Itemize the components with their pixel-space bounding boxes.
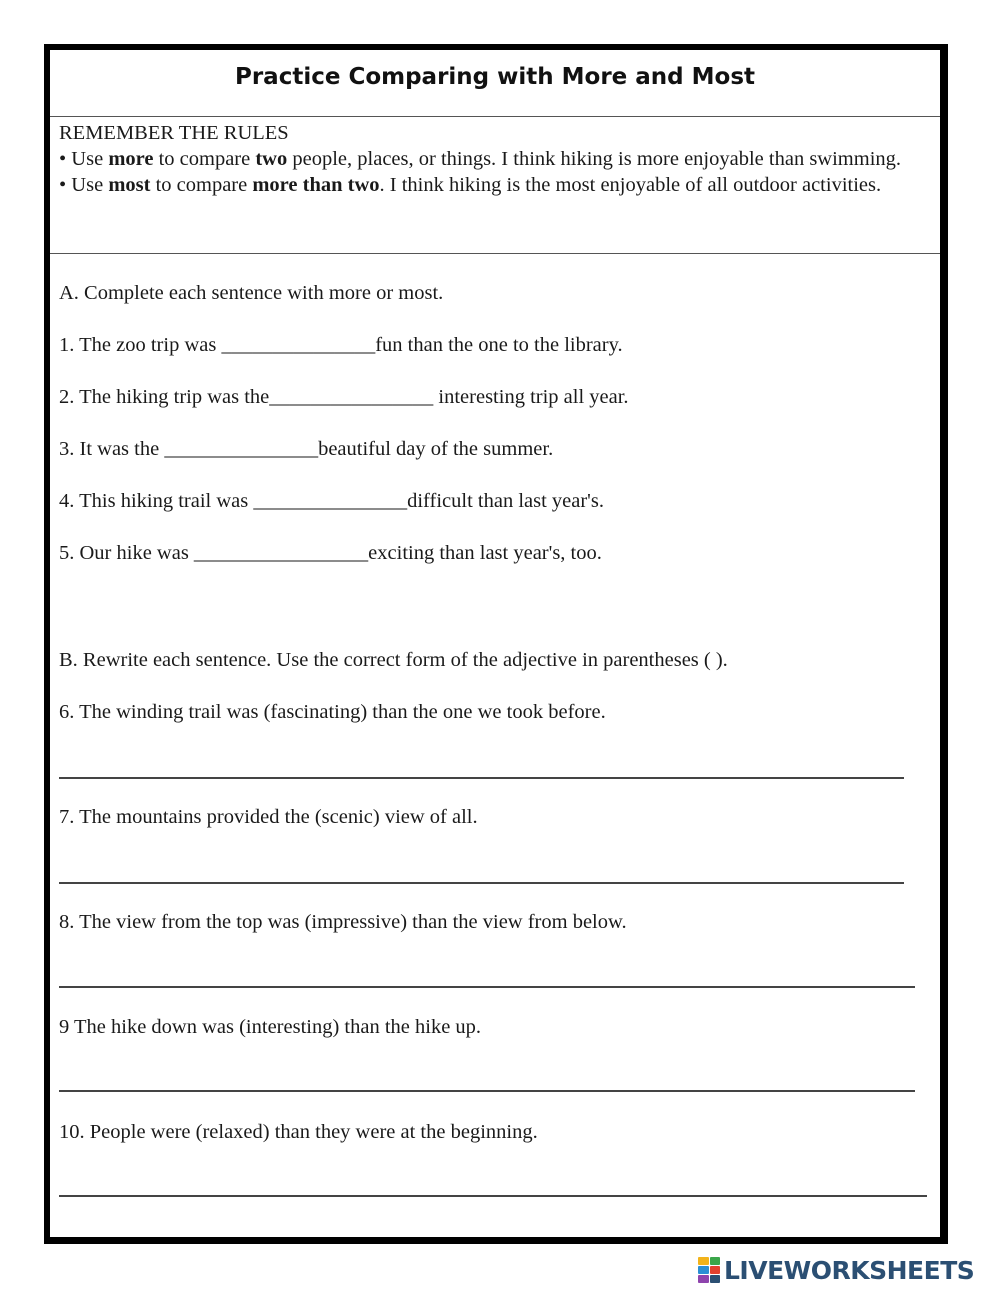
rule-text: to compare: [153, 148, 256, 170]
section-a-instruction: A. Complete each sentence with more or most.: [59, 282, 444, 304]
rules-box: [50, 116, 940, 254]
question-9: 9 The hike down was (interesting) than the hike up.: [59, 1016, 482, 1038]
rule-text: people, places, or things. I think hiking is more enjoyable than swimming.: [287, 148, 902, 170]
question-8: 8. The view from the top was (impressive) than the view from below.: [59, 911, 627, 933]
rule-text: to compare: [150, 174, 253, 196]
question-4[interactable]: 4. This hiking trail was _______________difficult than last year's.: [59, 490, 604, 512]
answer-line-8[interactable]: [59, 986, 915, 988]
rules-heading: REMEMBER THE RULES: [59, 122, 289, 144]
rule-most: [59, 172, 920, 198]
section-b-instruction: B. Rewrite each sentence. Use the correct form of the adjective in parentheses ( ).: [59, 649, 728, 671]
liveworksheets-logo-icon: [698, 1257, 720, 1283]
question-10: 10. People were (relaxed) than they were at the beginning.: [59, 1121, 538, 1143]
answer-line-7[interactable]: [59, 882, 904, 884]
rule-more: [59, 146, 920, 172]
rule-bullet: • Use: [59, 174, 109, 196]
rule-keyword-more-than-two: more than two: [252, 174, 380, 196]
question-5[interactable]: 5. Our hike was _________________exciting than last year's, too.: [59, 542, 602, 564]
question-7: 7. The mountains provided the (scenic) view of all.: [59, 806, 478, 828]
rule-bullet: • Use: [59, 148, 109, 170]
question-1[interactable]: 1. The zoo trip was _______________fun than the one to the library.: [59, 334, 623, 356]
worksheet-title: Practice Comparing with More and Most: [234, 64, 756, 90]
rule-keyword-most: most: [108, 174, 151, 196]
question-2[interactable]: 2. The hiking trip was the________________ interesting trip all year.: [59, 386, 629, 408]
rule-keyword-two: two: [255, 148, 288, 170]
answer-line-6[interactable]: [59, 777, 904, 779]
rule-keyword-more: more: [108, 148, 154, 170]
answer-line-9[interactable]: [59, 1090, 915, 1092]
answer-line-10[interactable]: [59, 1195, 927, 1197]
brand-text: LIVEWORKSHEETS: [724, 1255, 975, 1285]
liveworksheets-brand: [698, 1254, 974, 1286]
question-6: 6. The winding trail was (fascinating) than the one we took before.: [59, 701, 606, 723]
rule-text: . I think hiking is the most enjoyable of all outdoor activities.: [379, 174, 882, 196]
rules-text: [59, 120, 920, 198]
question-3[interactable]: 3. It was the _______________beautiful day of the summer.: [59, 438, 554, 460]
worksheet-frame: [44, 44, 948, 1244]
